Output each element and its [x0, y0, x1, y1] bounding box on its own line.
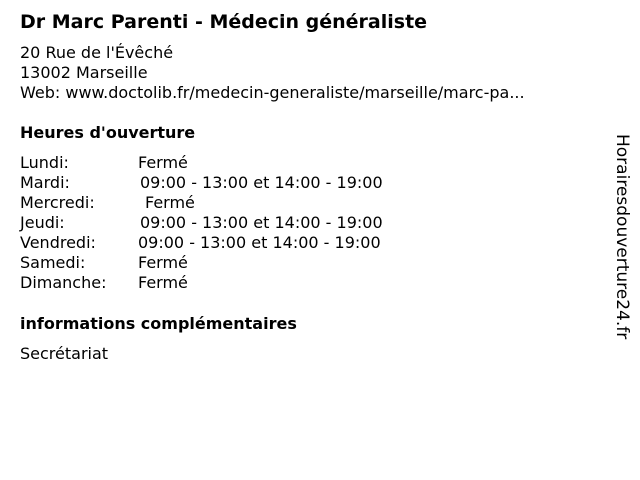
hours-row-sunday: [20, 273, 440, 293]
opening-hours-list: [20, 153, 440, 293]
hours-row-friday: [20, 233, 440, 253]
day-label: Lundi:: [20, 153, 69, 172]
additional-info-text: Secrétariat: [20, 344, 109, 363]
hours-row-thursday: [20, 213, 440, 233]
hours-value: Fermé: [138, 273, 188, 292]
hours-value: Fermé: [138, 253, 188, 272]
day-label: Jeudi:: [20, 213, 65, 232]
additional-info-heading: informations complémentaires: [20, 314, 297, 333]
day-label: Mardi:: [20, 173, 70, 192]
hours-row-wednesday: [20, 193, 440, 213]
day-label: Mercredi:: [20, 193, 95, 212]
hours-value: Fermé: [145, 193, 195, 212]
hours-row-monday: [20, 153, 440, 173]
day-label: Dimanche:: [20, 273, 107, 292]
address-city: 13002 Marseille: [20, 63, 148, 82]
opening-hours-heading: Heures d'ouverture: [20, 123, 196, 142]
hours-row-tuesday: [20, 173, 440, 193]
site-watermark: Horairesdouverture24.fr: [612, 134, 632, 340]
hours-value: 09:00 - 13:00 et 14:00 - 19:00: [138, 233, 381, 252]
hours-value: 09:00 - 13:00 et 14:00 - 19:00: [140, 213, 383, 232]
page-title: Dr Marc Parenti - Médecin généraliste: [20, 11, 428, 33]
address-block: [20, 43, 525, 103]
day-label: Samedi:: [20, 253, 86, 272]
address-street: 20 Rue de l'Évêché: [20, 43, 174, 62]
hours-row-saturday: [20, 253, 440, 273]
day-label: Vendredi:: [20, 233, 96, 252]
hours-value: Fermé: [138, 153, 188, 172]
hours-value: 09:00 - 13:00 et 14:00 - 19:00: [140, 173, 383, 192]
website-link[interactable]: Web: www.doctolib.fr/medecin-generaliste/marseille/marc-pa...: [20, 83, 525, 102]
